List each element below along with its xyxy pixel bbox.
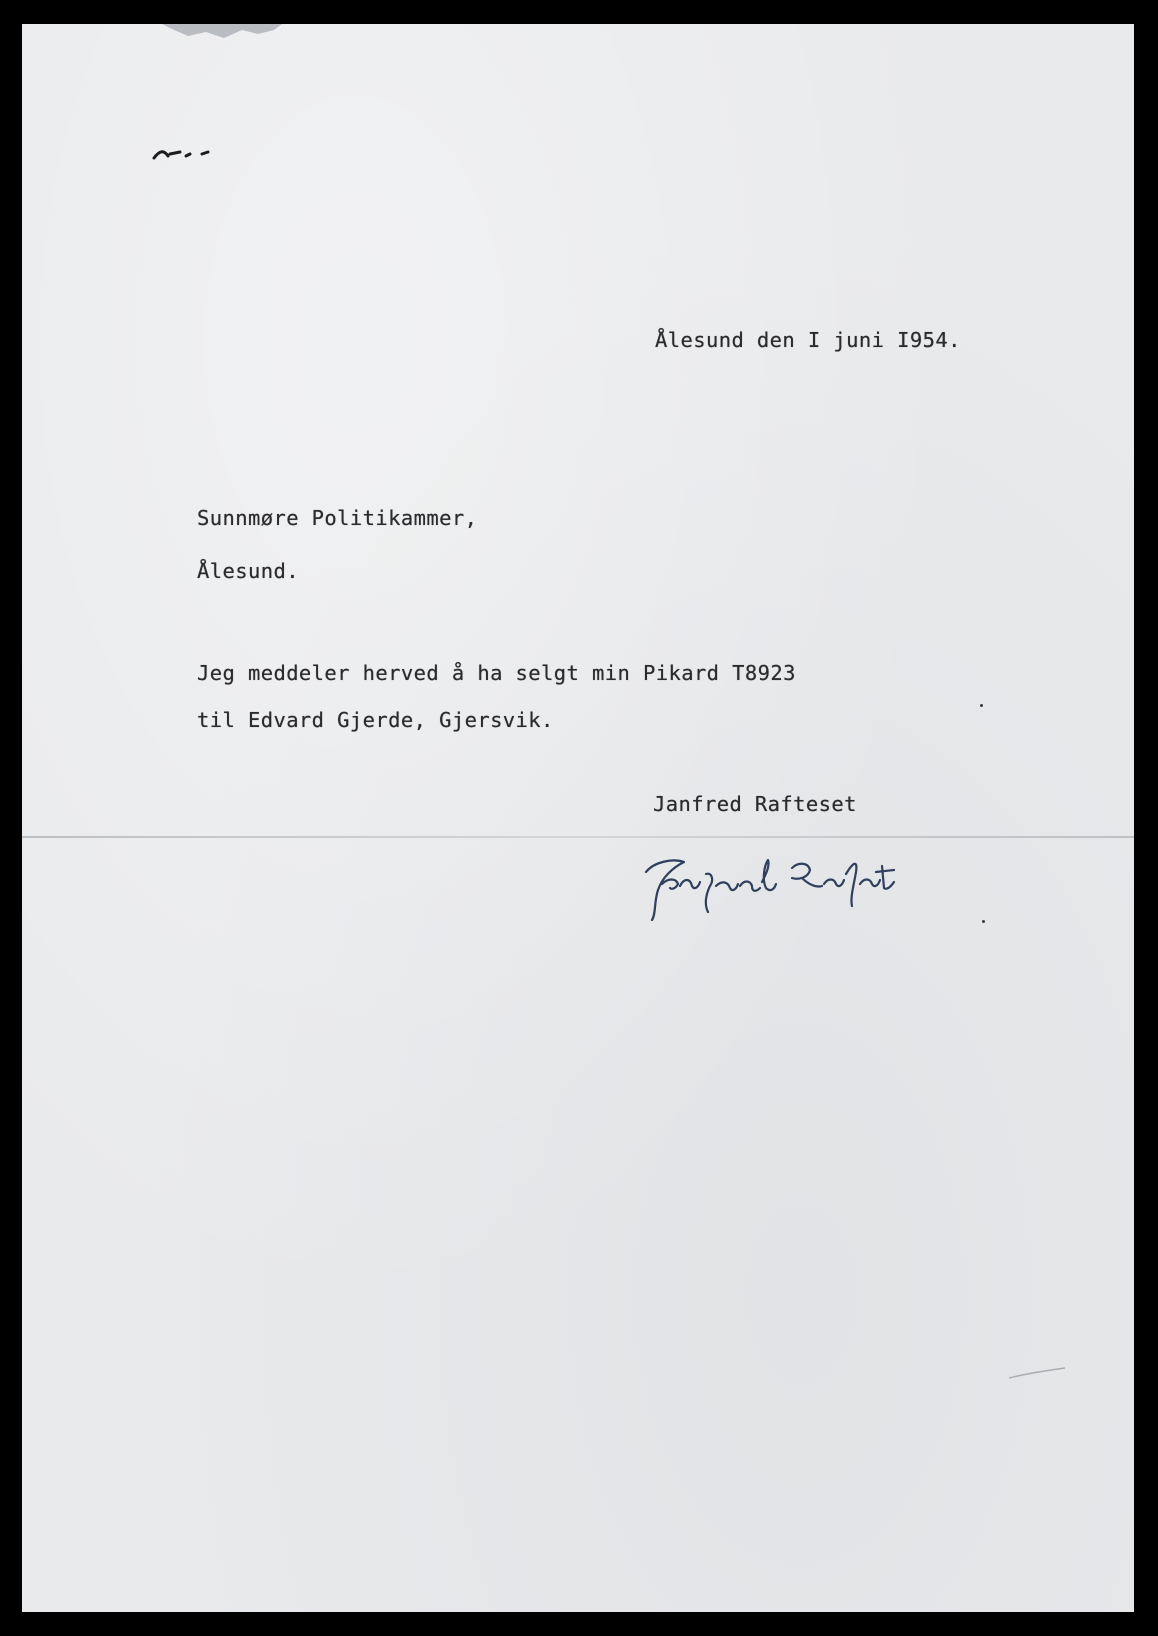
- letter-paper: [22, 24, 1134, 1612]
- handwritten-signature: [632, 844, 902, 924]
- recipient-name: Sunnmøre Politikammer,: [197, 506, 478, 530]
- ink-speck: [982, 920, 985, 923]
- recipient-city: Ålesund.: [197, 559, 299, 583]
- typed-signer-name: Janfred Rafteset: [653, 792, 857, 816]
- body-line-1: Jeg meddeler herved å ha selgt min Pikard T8923: [197, 661, 796, 685]
- date-line: Ålesund den I juni I954.: [655, 328, 961, 352]
- ink-speck: [980, 704, 983, 707]
- pencil-stroke: [1007, 1366, 1067, 1380]
- ink-mark: [150, 142, 230, 164]
- torn-edge: [162, 24, 282, 46]
- body-line-2: til Edvard Gjerde, Gjersvik.: [197, 708, 554, 732]
- fold-crease: [22, 836, 1134, 838]
